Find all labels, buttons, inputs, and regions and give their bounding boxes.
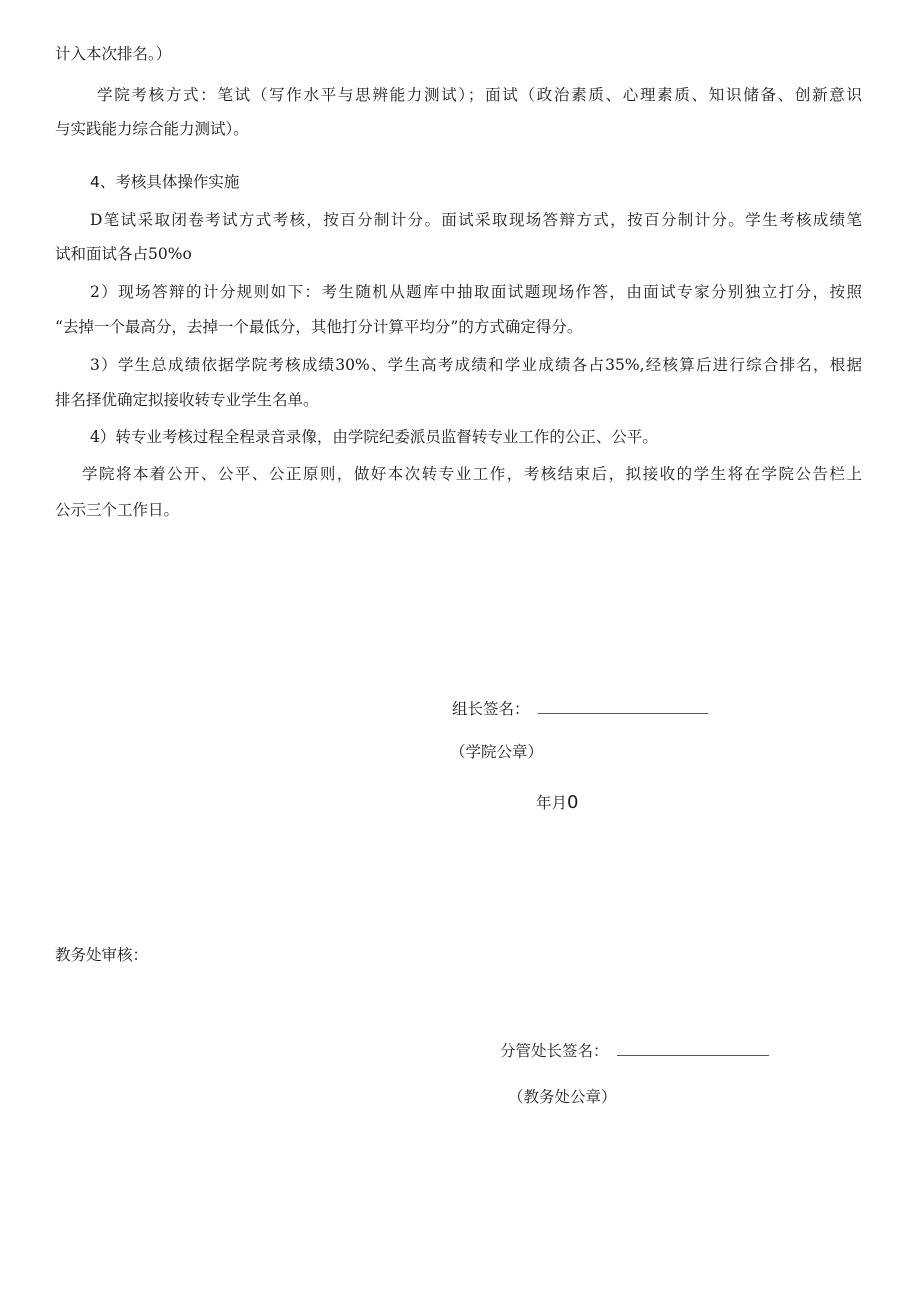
item-4-line: 4）转专业考核过程全程录音录像，由学院纪委派员监督转专业工作的公正、公平。 [90, 428, 658, 446]
assessment-method-line-1: 学院考核方式：笔试（写作水平与思辨能力测试）；面试（政治素质、心理素质、知识储备、创新意识 [97, 86, 862, 104]
assessment-method-line-2: 与实践能力综合能力测试）。 [55, 120, 249, 138]
academic-affairs-review: 教务处审核： [55, 946, 149, 964]
date-line [536, 793, 578, 813]
date-suffix: 0 [567, 792, 579, 813]
closing-line-2: 公示三个工作日。 [55, 501, 180, 519]
item-1-line-1: D笔试采取闭卷考试方式考核，按百分制计分。面试采取现场答辩方式，按百分制计分。学生考核成绩笔 [90, 211, 862, 229]
date-prefix: 年月 [536, 794, 568, 812]
college-seal: （学院公章） [450, 743, 544, 761]
leader-signature-blank [538, 701, 708, 714]
closing-line-1: 学院将本着公开、公平、公正原则，做好本次转专业工作，考核结束后，拟接收的学生将在学院公告栏上 [82, 465, 862, 483]
director-signature-label: 分管处长签名： [500, 1042, 609, 1060]
item-2-line-2: “去掉一个最高分，去掉一个最低分，其他打分计算平均分”的方式确定得分。 [55, 318, 583, 336]
leader-signature-label: 组长签名： [452, 700, 530, 718]
item-1-line-2: 试和面试各占50%o [55, 245, 192, 263]
paragraph-continuation: 计入本次排名。） [55, 45, 172, 63]
academic-affairs-seal: （教务处公章） [508, 1088, 617, 1106]
section-4-heading: 4、考核具体操作实施 [90, 173, 240, 191]
item-3-line-2: 排名择优确定拟接收转专业学生名单。 [55, 391, 319, 409]
leader-signature [452, 699, 708, 719]
director-signature [500, 1041, 769, 1061]
item-3-line-1: 3）学生总成绩依据学院考核成绩30%、学生高考成绩和学业成绩各占35%,经核算后进行综合排名，根据 [90, 356, 862, 374]
item-2-line-1: 2）现场答辩的计分规则如下：考生随机从题库中抽取面试题现场作答，由面试专家分别独立打分，按照 [90, 283, 862, 301]
director-signature-blank [617, 1043, 769, 1056]
